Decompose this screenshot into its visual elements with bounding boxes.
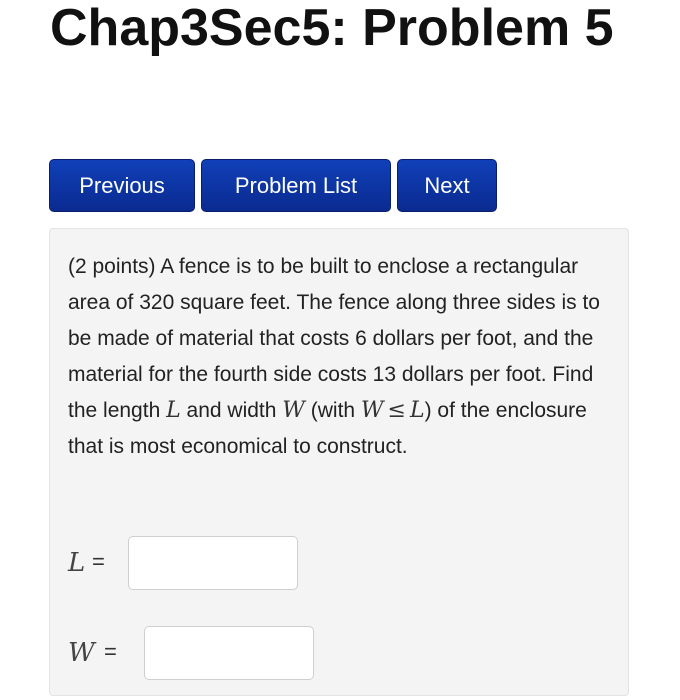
problem-text-and-width: and width: [180, 399, 283, 422]
answer-input-length[interactable]: [128, 536, 298, 590]
math-var-length-constraint: L: [409, 398, 425, 423]
problem-text-intro: (2 points) A fence is to be built to enclose a rectangular area of 320 square feet. The fence along three sides is to be made of material that costs 6 dollars per foot, and the material for the fourth side costs 13 dollars per foot. Find the length: [68, 255, 600, 422]
answer-equals-width: =: [104, 639, 117, 664]
math-var-length: L: [166, 398, 181, 423]
previous-button[interactable]: Previous: [49, 159, 195, 212]
next-button[interactable]: Next: [397, 159, 497, 212]
math-var-width: W: [282, 398, 305, 423]
math-var-width-constraint: W: [360, 398, 384, 423]
math-leq-symbol: ≤: [387, 398, 406, 423]
problem-text-end: ) of the enclosure that is most economical to construct.: [68, 399, 587, 458]
problem-list-button[interactable]: Problem List: [201, 159, 391, 212]
answer-label-width: W: [68, 638, 95, 668]
answer-label-length: L: [68, 548, 86, 578]
problem-statement: [68, 249, 618, 465]
problem-panel: [49, 228, 629, 696]
answer-equals-length: =: [92, 549, 105, 574]
problem-text-with: (with: [304, 399, 361, 422]
page-title: Chap3Sec5: Problem 5: [50, 0, 614, 57]
answer-input-width[interactable]: [144, 626, 314, 680]
